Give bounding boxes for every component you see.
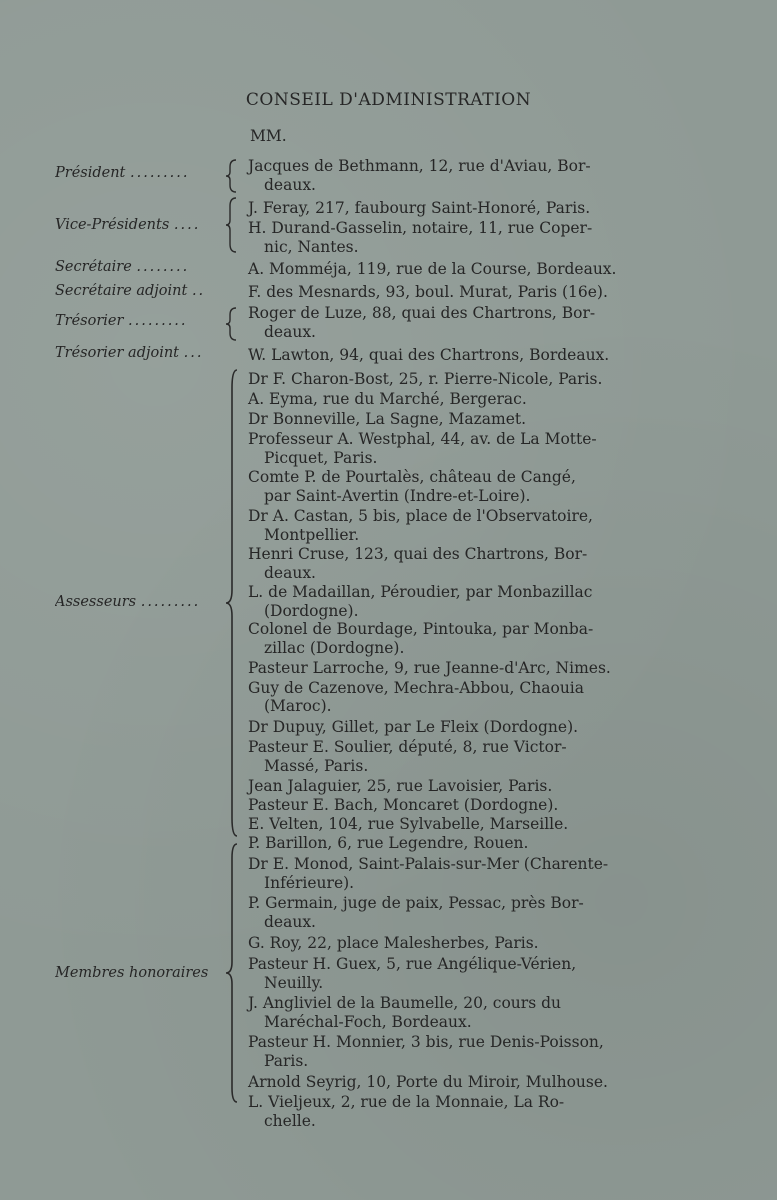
assesseur-line: Colonel de Bourdage, Pintouka, par Monba- bbox=[248, 620, 594, 638]
honoraire-line: L. Vieljeux, 2, rue de la Monnaie, La Ro- bbox=[248, 1093, 565, 1111]
assesseur-line: zillac (Dordogne). bbox=[264, 639, 405, 657]
assesseur-line: Dr Dupuy, Gillet, par Le Fleix (Dordogne). bbox=[248, 718, 579, 736]
assesseur-line: Pasteur Larroche, 9, rue Jeanne-d'Arc, Nimes. bbox=[248, 659, 611, 677]
label-assesseurs: Assesseurs ......... bbox=[55, 594, 201, 610]
assesseur-line: A. Eyma, rue du Marché, Bergerac. bbox=[248, 390, 527, 408]
honoraire-line: deaux. bbox=[264, 913, 316, 931]
honoraire-line: G. Roy, 22, place Malesherbes, Paris. bbox=[248, 934, 539, 952]
entry-vp2-line2: nic, Nantes. bbox=[264, 238, 359, 256]
honoraire-line: chelle. bbox=[264, 1112, 316, 1130]
page-title: CONSEIL D'ADMINISTRATION bbox=[245, 90, 532, 110]
assesseur-line: Dr Bonneville, La Sagne, Mazamet. bbox=[248, 410, 527, 428]
label-secretaire-adjoint: Secrétaire adjoint .. bbox=[55, 283, 206, 299]
honoraire-line: Arnold Seyrig, 10, Porte du Miroir, Mulhouse. bbox=[248, 1073, 608, 1091]
assesseur-line: Dr F. Charon-Bost, 25, r. Pierre-Nicole, Paris. bbox=[248, 370, 603, 388]
honoraire-line: Maréchal-Foch, Bordeaux. bbox=[264, 1013, 472, 1031]
assesseur-line: Jean Jalaguier, 25, rue Lavoisier, Paris. bbox=[248, 777, 553, 795]
brace-assesseurs bbox=[224, 368, 242, 838]
assesseur-line: Guy de Cazenove, Mechra-Abbou, Chaouia bbox=[248, 679, 585, 697]
mm-heading: MM. bbox=[250, 127, 287, 145]
honoraire-line: Inférieure). bbox=[264, 874, 355, 892]
entry-tresorier-line2: deaux. bbox=[264, 323, 316, 341]
entry-president-line2: deaux. bbox=[264, 176, 316, 194]
assesseur-line: Pasteur E. Bach, Moncaret (Dordogne). bbox=[248, 796, 559, 814]
assesseur-line: P. Barillon, 6, rue Legendre, Rouen. bbox=[248, 834, 529, 852]
entry-secretaire-adjoint: F. des Mesnards, 93, boul. Murat, Paris (16e). bbox=[248, 283, 608, 301]
honoraire-line: Dr E. Monod, Saint-Palais-sur-Mer (Charente- bbox=[248, 855, 609, 873]
honoraire-line: P. Germain, juge de paix, Pessac, près Bor- bbox=[248, 894, 584, 912]
label-tresorier: Trésorier ......... bbox=[55, 313, 188, 329]
label-tresorier-adjoint: Trésorier adjoint ... bbox=[55, 345, 204, 361]
entry-tresorier-adjoint: W. Lawton, 94, quai des Chartrons, Bordeaux. bbox=[248, 346, 610, 364]
entry-tresorier-line1: Roger de Luze, 88, quai des Chartrons, Bor- bbox=[248, 304, 596, 322]
entry-president-line1: Jacques de Bethmann, 12, rue d'Aviau, Bor- bbox=[248, 157, 591, 175]
brace-president bbox=[224, 158, 242, 194]
assesseur-line: Dr A. Castan, 5 bis, place de l'Observatoire, bbox=[248, 507, 593, 525]
entry-vp1: J. Feray, 217, faubourg Saint-Honoré, Paris. bbox=[248, 199, 591, 217]
assesseur-line: (Maroc). bbox=[264, 697, 332, 715]
assesseur-line: Henri Cruse, 123, quai des Chartrons, Bor- bbox=[248, 545, 588, 563]
assesseur-line: (Dordogne). bbox=[264, 602, 359, 620]
label-membres-honoraires: Membres honoraires bbox=[55, 965, 209, 981]
brace-vice-presidents bbox=[224, 196, 242, 254]
assesseur-line: Comte P. de Pourtalès, château de Cangé, bbox=[248, 468, 576, 486]
label-president: Président ......... bbox=[55, 165, 190, 181]
label-vice-presidents: Vice-Présidents .... bbox=[55, 217, 201, 233]
assesseur-line: Massé, Paris. bbox=[264, 757, 369, 775]
honoraire-line: Neuilly. bbox=[264, 974, 324, 992]
honoraire-line: Pasteur H. Monnier, 3 bis, rue Denis-Poisson, bbox=[248, 1033, 604, 1051]
assesseur-line: par Saint-Avertin (Indre-et-Loire). bbox=[264, 487, 531, 505]
assesseur-line: deaux. bbox=[264, 564, 316, 582]
honoraire-line: Paris. bbox=[264, 1052, 309, 1070]
entry-vp2-line1: H. Durand-Gasselin, notaire, 11, rue Coper- bbox=[248, 219, 593, 237]
brace-membres-honoraires bbox=[224, 842, 242, 1104]
label-secretaire: Secrétaire ........ bbox=[55, 259, 190, 275]
honoraire-line: Pasteur H. Guex, 5, rue Angélique-Vérien, bbox=[248, 955, 577, 973]
honoraire-line: J. Angliviel de la Baumelle, 20, cours du bbox=[248, 994, 561, 1012]
assesseur-line: L. de Madaillan, Péroudier, par Monbazillac bbox=[248, 583, 593, 601]
assesseur-line: Montpellier. bbox=[264, 526, 360, 544]
brace-tresorier bbox=[224, 306, 242, 342]
assesseur-line: Pasteur E. Soulier, député, 8, rue Victor- bbox=[248, 738, 567, 756]
assesseur-line: Picquet, Paris. bbox=[264, 449, 378, 467]
assesseur-line: E. Velten, 104, rue Sylvabelle, Marseille. bbox=[248, 815, 569, 833]
entry-secretaire: A. Momméja, 119, rue de la Course, Bordeaux. bbox=[248, 260, 617, 278]
assesseur-line: Professeur A. Westphal, 44, av. de La Motte- bbox=[248, 430, 597, 448]
